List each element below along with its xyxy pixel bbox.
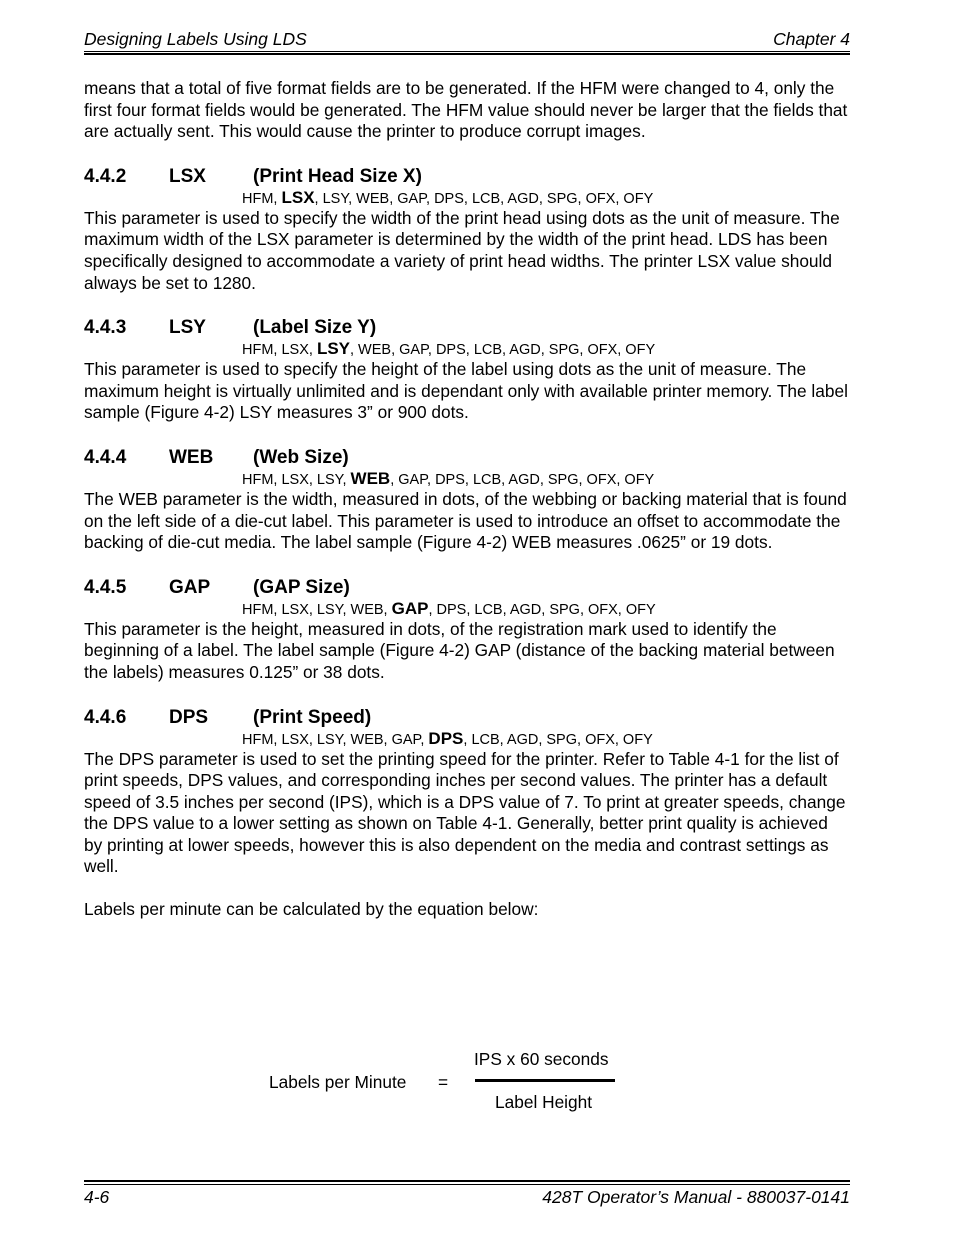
section-code: LSX — [169, 165, 206, 187]
section-body: The WEB parameter is the width, measured in dots, of the webbing or backing material that is found on the left side of a die-cut label. This parameter is used to introduce an offset to accommodate the backing of die-cut media. The label sample (Figure 4-2) WEB measures .0625” or 19 dots. — [84, 488, 847, 553]
section-number: 4.4.3 — [84, 317, 127, 339]
header-chapter: Chapter 4 — [773, 29, 850, 49]
section-number: 4.4.4 — [84, 446, 127, 468]
section-heading — [84, 165, 850, 189]
section-code: WEB — [169, 446, 214, 468]
params-highlight: DPS — [428, 728, 464, 748]
section-code: DPS — [169, 706, 209, 728]
footer-rule-thick — [84, 1180, 850, 1182]
page-number: 4-6 — [84, 1187, 110, 1207]
params-after: , GAP, DPS, LCB, AGD, SPG, OFX, OFY — [390, 471, 655, 488]
manual-title: 428T Operator’s Manual - 880037-0141 — [542, 1187, 850, 1207]
parameter-list — [84, 470, 850, 489]
params-before: HFM, LSX, — [242, 342, 317, 359]
params-highlight: GAP — [391, 598, 429, 618]
parameter-list — [84, 340, 850, 359]
section-title: (GAP Size) — [253, 576, 350, 598]
equation-denominator: Label Height — [495, 1092, 593, 1112]
section-code: GAP — [169, 576, 211, 598]
parameter-list — [84, 600, 850, 619]
section-heading — [84, 446, 850, 470]
section-body: The DPS parameter is used to set the printing speed for the printer. Refer to Table 4-1 for the list of print speeds, DPS values, and corresponding inches per second values. The printer has a default speed of 3.5 inches per second (IPS), which is a DPS value of 7. To print at greater speeds, change the DPS value to a lower setting as shown on Table 4-1. Generally, better print quality is achieved by printing at lower speeds, however this is also dependent on the media and contrast settings as well. — [84, 748, 846, 877]
intro-paragraph: means that a total of five format fields are to be generated. If the HFM were changed to 4, only the first four format fields would be generated. The HFM value should never be larger that the fields that are actually sent. This would cause the printer to produce corrupt images. — [84, 78, 848, 142]
section-heading — [84, 576, 850, 600]
section-title: (Web Size) — [253, 446, 349, 468]
section-title: (Label Size Y) — [253, 317, 377, 339]
section-heading — [84, 316, 850, 340]
params-after: , DPS, LCB, AGD, SPG, OFX, OFY — [428, 601, 656, 618]
section-title: (Print Head Size X) — [253, 165, 422, 187]
section-number: 4.4.2 — [84, 165, 127, 187]
equation-intro: Labels per minute can be calculated by the equation below: — [84, 899, 539, 920]
params-highlight: WEB — [350, 468, 391, 488]
section-title: (Print Speed) — [253, 706, 372, 728]
equation-label: Labels per Minute — [269, 1072, 407, 1092]
params-highlight: LSY — [316, 339, 350, 359]
parameter-list — [84, 189, 850, 208]
section-gap — [84, 576, 850, 684]
section-dps — [84, 706, 850, 879]
params-before: HFM, LSX, LSY, WEB, — [242, 601, 392, 618]
equation-equals-sign: = — [438, 1072, 449, 1092]
params-before: HFM, LSX, LSY, — [242, 471, 351, 488]
section-web — [84, 446, 850, 554]
params-before: HFM, LSX, LSY, WEB, GAP, — [242, 731, 429, 748]
section-body: This parameter is used to specify the width of the print head using dots as the unit of measure. The maximum width of the LSX parameter is determined by the width of the print head. LDS has been specifically designed to accommodate a variety of print head widths. The printer LSX value should always be set to 1280. — [84, 207, 840, 293]
page-body — [84, 78, 850, 921]
section-body: This parameter is used to specify the height of the label using dots as the unit of measure. The maximum height is virtually unlimited and is dependant only with available printer memory. The label sample (Figure 4-2) LSY measures 3” or 900 dots. — [84, 359, 848, 423]
equation-numerator: IPS x 60 seconds — [474, 1049, 609, 1069]
section-number: 4.4.5 — [84, 576, 127, 598]
params-after: , WEB, GAP, DPS, LCB, AGD, SPG, OFX, OFY — [350, 342, 656, 359]
section-lsy — [84, 316, 850, 424]
params-after: , LSY, WEB, GAP, DPS, LCB, AGD, SPG, OFX, OFY — [314, 190, 654, 207]
labels-per-minute-equation — [0, 1044, 954, 1124]
header-rule-thin — [84, 51, 850, 52]
section-number: 4.4.6 — [84, 706, 127, 728]
section-lsx — [84, 165, 850, 294]
params-before: HFM, — [242, 190, 282, 207]
header-rule-thick — [84, 53, 850, 55]
section-heading — [84, 706, 850, 730]
section-code: LSY — [169, 317, 206, 339]
header-title: Designing Labels Using LDS — [84, 29, 307, 49]
footer-rule-thin — [84, 1184, 850, 1185]
fraction-bar — [475, 1079, 615, 1082]
params-after: , LCB, AGD, SPG, OFX, OFY — [463, 731, 653, 748]
section-body: This parameter is the height, measured in dots, of the registration mark used to identify the beginning of a label. The label sample (Figure 4-2) GAP (distance of the backing material between the labels) measures 0.125” or 38 dots. — [84, 618, 835, 682]
parameter-list — [84, 730, 850, 749]
params-highlight: LSX — [281, 187, 315, 207]
